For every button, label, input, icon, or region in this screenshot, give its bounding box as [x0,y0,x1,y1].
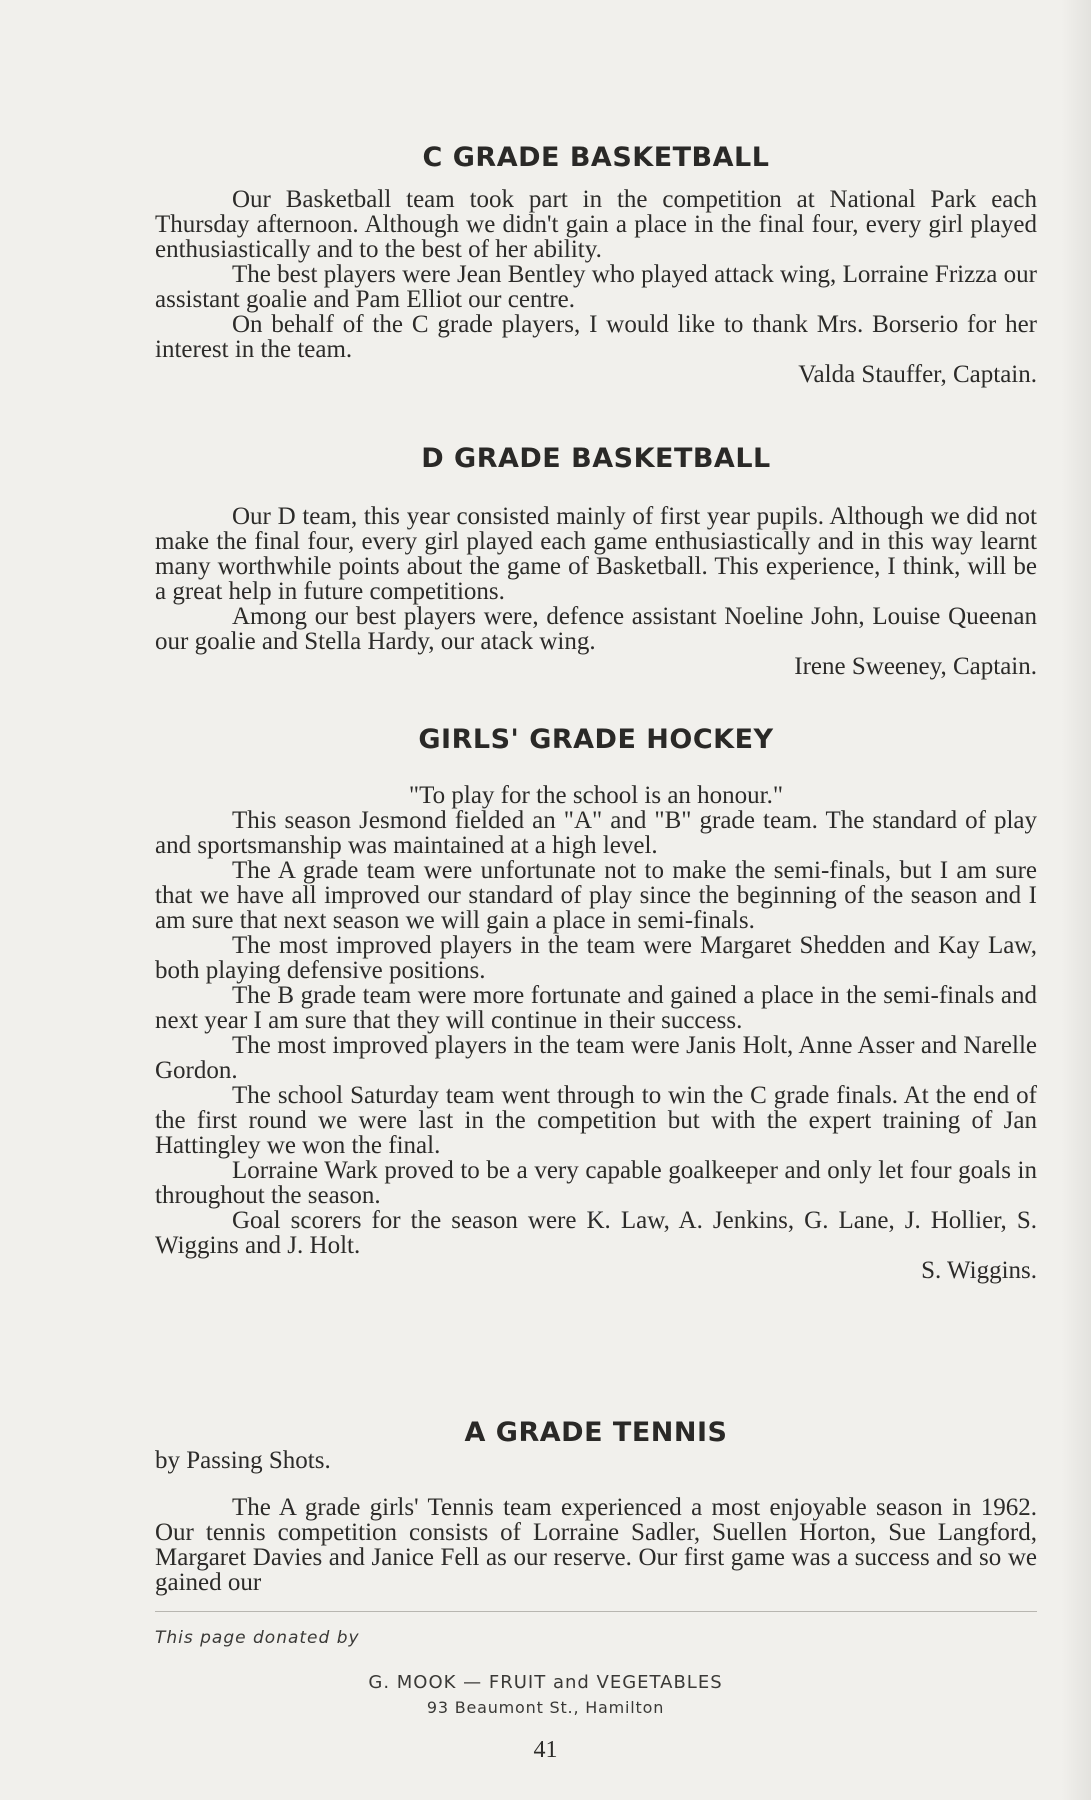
d-grade-paragraph-2: Among our best players were, defence assistant Noeline John, Louise Queenan our goalie and Stella Hardy, our atack wing. [155,603,1037,655]
hockey-paragraph-8: Goal scorers for the season were K. Law, A. Jenkins, G. Lane, J. Hollier, S. Wiggins and J. Holt. [155,1207,1037,1259]
tennis-section [155,1417,1037,1595]
tennis-title: A GRADE TENNIS [464,1417,728,1448]
tennis-paragraph-1: The A grade girls' Tennis team experienced a most enjoyable season in 1962. Our tennis competition consists of Lorraine Sadler, Suellen Horton, Sue Langford, Margaret Davies and Janice Fell as our reserve. Our first game was a success and so we gained our [155,1494,1037,1596]
tennis-byline: by Passing Shots. [155,1447,331,1474]
hockey-paragraph-2: The A grade team were unfortunate not to make the semi-finals, but I am sure that we have all improved our standard of play since the beginning of the season and I am sure that next season we will gain a place in semi-finals. [155,857,1037,934]
hockey-section [155,724,1037,1283]
page-number: 41 [533,1737,558,1763]
hockey-paragraph-6: The school Saturday team went through to win the C grade finals. At the end of the first round we were last in the competition but with the expert training of Jan Hattingley we won the final. [155,1082,1037,1159]
sponsor-name: G. MOOK — FRUIT and VEGETABLES [368,1672,723,1693]
page-edge-shadow [1061,0,1091,1800]
c-grade-paragraph-2: The best players were Jean Bentley who played attack wing, Lorraine Frizza our assistant goalie and Pam Elliot our centre. [155,261,1037,313]
d-grade-paragraph-1: Our D team, this year consisted mainly of first year pupils. Although we did not make the final four, every girl played each game enthusiastically and in this way learnt many worthwhile points about the game of Basketball. This experience, I think, will be a great help in future competitions. [155,503,1037,605]
hockey-signature: S. Wiggins. [921,1257,1037,1284]
sponsor-address: 93 Beaumont St., Hamilton [426,1698,665,1717]
d-grade-title: D GRADE BASKETBALL [421,443,771,474]
hockey-quote: "To play for the school is an honour." [408,782,784,809]
c-grade-paragraph-1: Our Basketball team took part in the competition at National Park each Thursday afternoon. Although we didn't gain a place in the final four, every girl played enthusiastically and to the best of her ability. [155,186,1037,263]
c-grade-section [155,142,1037,387]
hockey-title: GIRLS' GRADE HOCKEY [418,724,774,755]
hockey-paragraph-5: The most improved players in the team were Janis Holt, Anne Asser and Narelle Gordon. [155,1032,1037,1084]
footer-divider [155,1611,1037,1612]
hockey-paragraph-4: The B grade team were more fortunate and gained a place in the semi-finals and next year I am sure that they will continue in their success. [155,982,1037,1034]
c-grade-title: C GRADE BASKETBALL [422,142,770,173]
d-grade-section [155,443,1037,679]
donated-by-label: This page donated by [155,1628,360,1648]
c-grade-paragraph-3: On behalf of the C grade players, I would like to thank Mrs. Borserio for her interest in the team. [155,311,1037,363]
c-grade-signature: Valda Stauffer, Captain. [798,361,1037,388]
hockey-paragraph-3: The most improved players in the team were Margaret Shedden and Kay Law, both playing defensive positions. [155,932,1037,984]
d-grade-signature: Irene Sweeney, Captain. [794,653,1037,680]
hockey-paragraph-7: Lorraine Wark proved to be a very capable goalkeeper and only let four goals in throughout the season. [155,1157,1037,1209]
hockey-paragraph-1: This season Jesmond fielded an "A" and "B" grade team. The standard of play and sportsmanship was maintained at a high level. [155,807,1037,859]
